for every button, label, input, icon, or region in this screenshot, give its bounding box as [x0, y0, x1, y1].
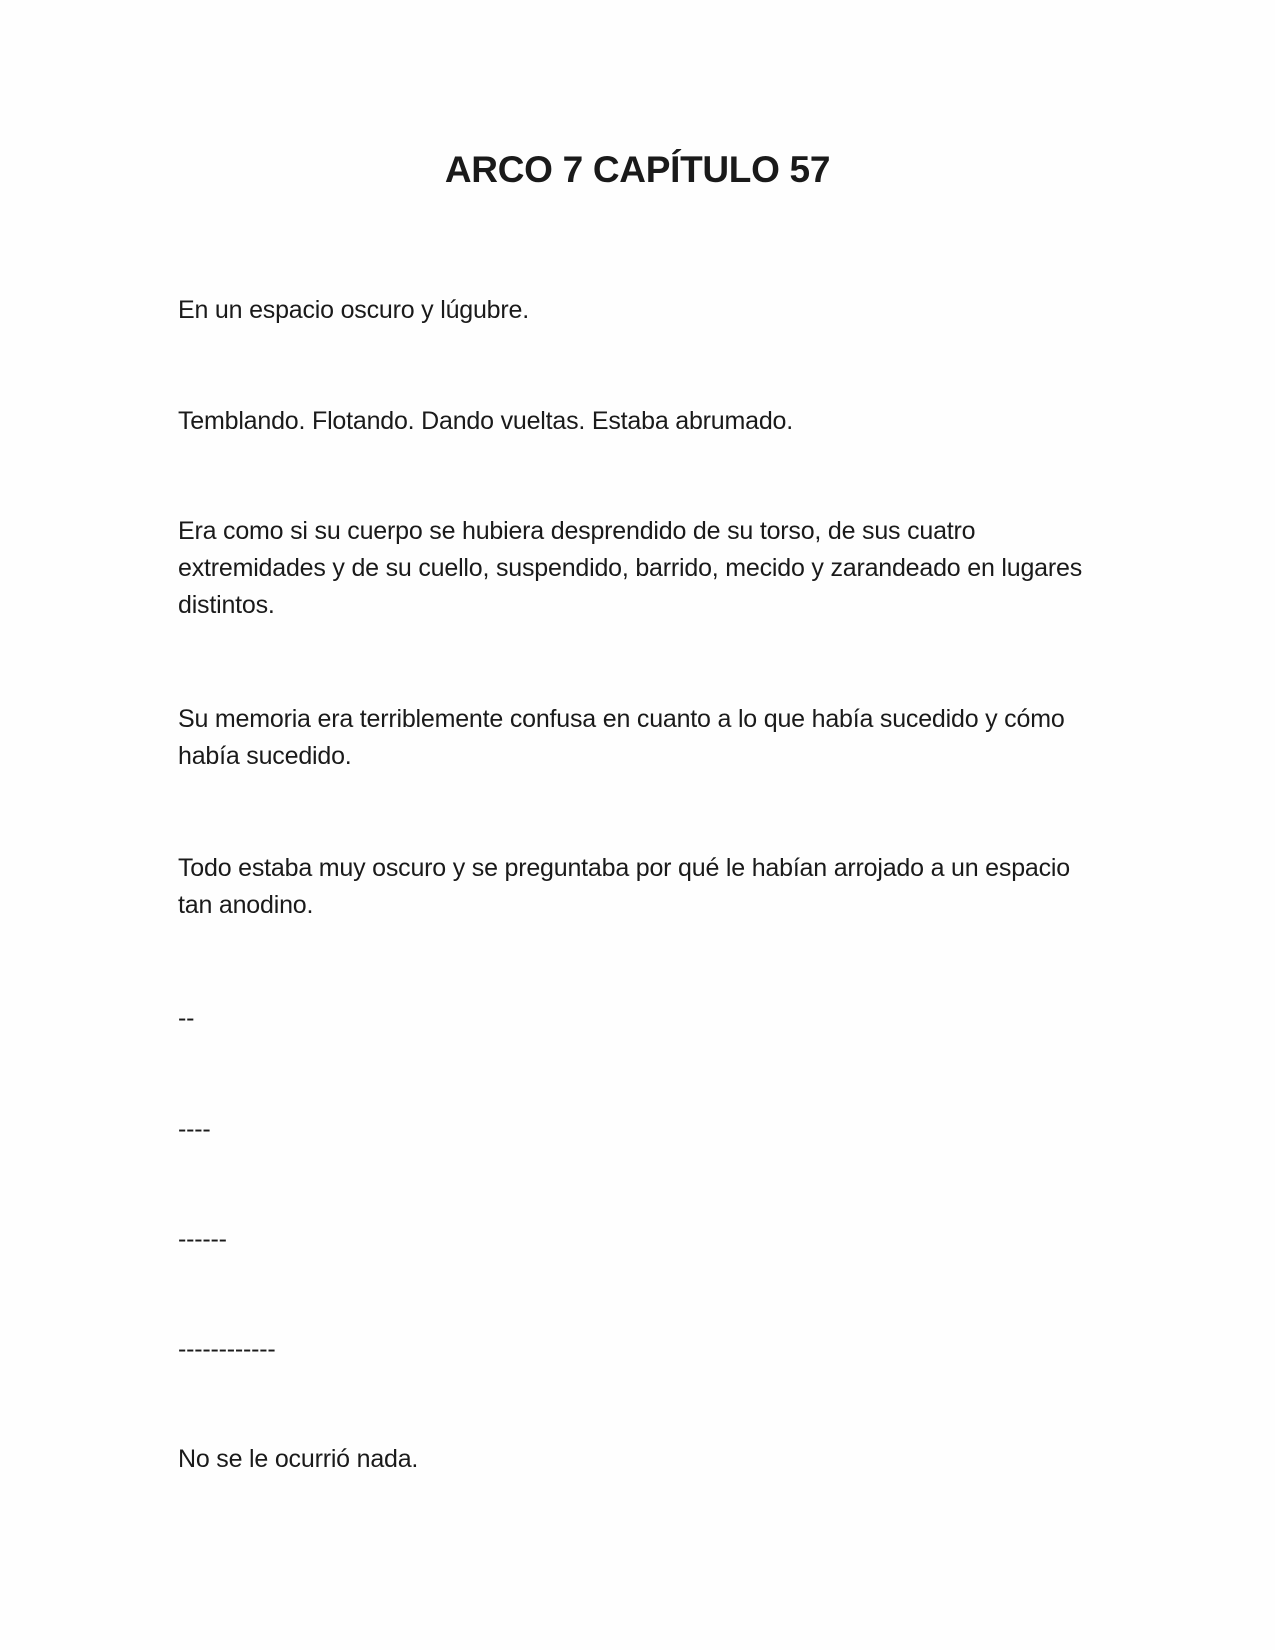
separator-line: ------ [178, 1225, 227, 1253]
separator-line: -- [178, 1004, 195, 1032]
paragraph: Todo estaba muy oscuro y se preguntaba por qué le habían arrojado a un espacio tan anodino. [178, 854, 1070, 919]
paragraph: No se le ocurrió nada. [178, 1445, 419, 1473]
chapter-title: ARCO 7 CAPÍTULO 57 [444, 149, 831, 190]
paragraph: En un espacio oscuro y lúgubre. [178, 296, 529, 324]
separator-line: ---- [178, 1115, 211, 1143]
paragraph: Su memoria era terriblemente confusa en cuanto a lo que había sucedido y cómo había sucedido. [178, 705, 1065, 770]
paragraph: Era como si su cuerpo se hubiera desprendido de su torso, de sus cuatro extremidades y de su cuello, suspendido, barrido, mecido y zarandeado en lugares distintos. [178, 517, 1082, 619]
paragraph: Temblando. Flotando. Dando vueltas. Estaba abrumado. [178, 407, 793, 435]
separator-line: ------------ [178, 1335, 276, 1363]
